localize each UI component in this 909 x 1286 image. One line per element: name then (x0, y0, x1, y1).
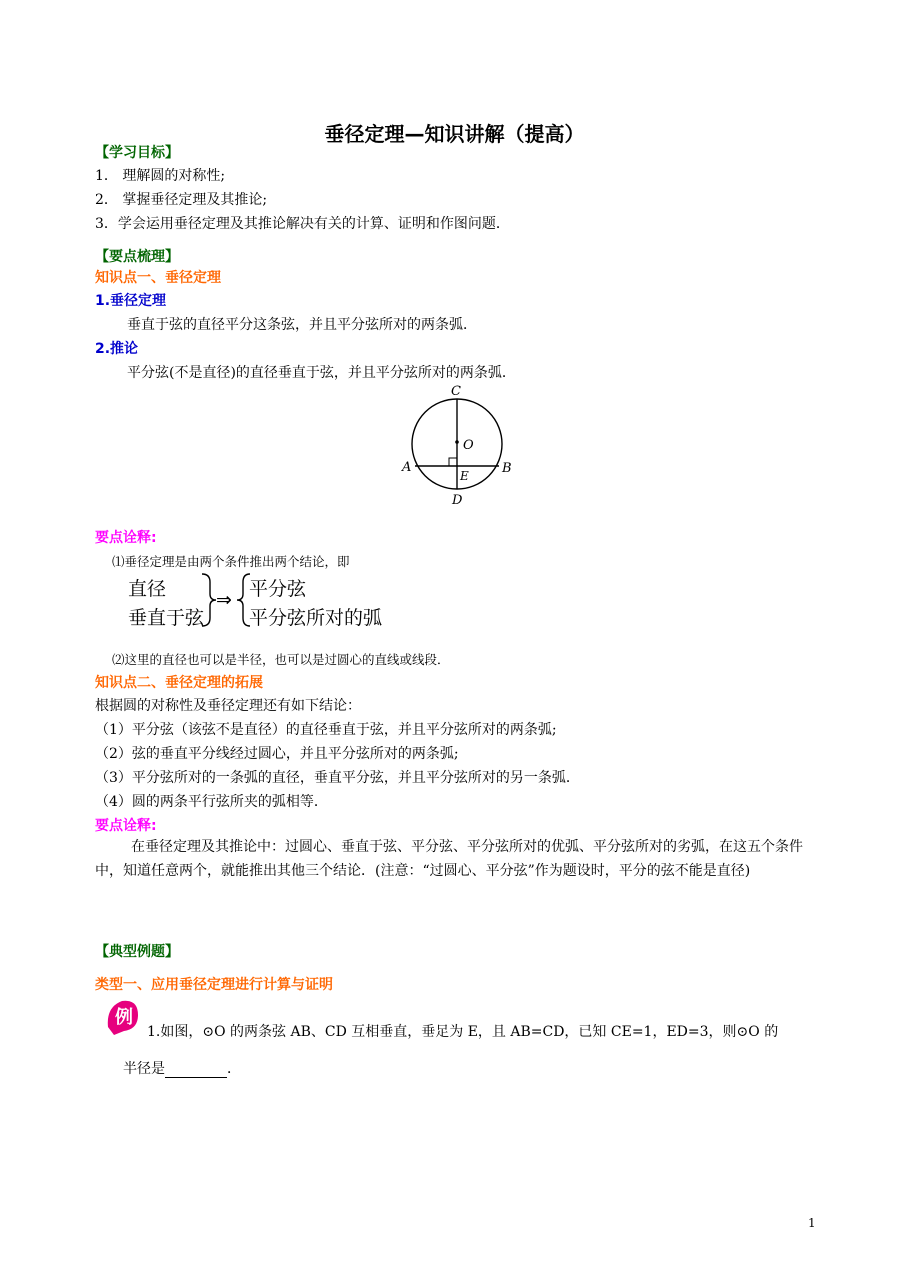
note-2-heading: 要点诠释: (95, 818, 157, 834)
answer-blank[interactable] (165, 1063, 227, 1078)
brace-left-bottom: 垂直于弦 (128, 607, 205, 629)
label-c: C (451, 384, 461, 399)
theorem-label: 1.垂径定理 (95, 293, 167, 309)
kp2-intro: 根据圆的对称性及垂径定理还有如下结论： (95, 698, 361, 714)
note-1-heading: 要点诠释: (95, 530, 157, 546)
page-title: 垂径定理—知识讲解（提高） (324, 122, 585, 146)
example-1-line-2 (123, 1058, 241, 1078)
kp2-item: （4）圆的两条平行弦所夹的弧相等． (95, 794, 328, 810)
kp2-item: （3）平分弦所对的一条弧的直径，垂直平分弦，并且平分弦所对的另一条弧． (95, 770, 580, 786)
corollary-text: 平分弦(不是直径)的直径垂直于弦，并且平分弦所对的两条弧． (127, 365, 516, 381)
page-number: 1 (808, 1216, 816, 1230)
objective-item: 2． 掌握垂径定理及其推论; (95, 192, 268, 208)
corollary-label: 2.推论 (95, 341, 139, 357)
objectives-heading: 【学习目标】 (95, 145, 179, 161)
center-point (455, 440, 459, 444)
type-1-heading: 类型一、应用垂径定理进行计算与证明 (95, 977, 333, 993)
examples-heading: 【典型例题】 (95, 944, 179, 960)
knowledge-point-1-heading: 知识点一、垂径定理 (95, 270, 221, 286)
brace-left-top: 直径 (128, 578, 167, 600)
knowledge-point-2-heading: 知识点二、垂径定理的拓展 (95, 675, 263, 691)
label-a: A (402, 460, 412, 475)
label-o: O (463, 438, 474, 453)
example-1-suffix: ． (227, 1061, 241, 1077)
key-points-heading: 【要点梳理】 (95, 249, 179, 265)
brace-arrow: ⇒ (216, 589, 232, 611)
note-1-item-1: ⑴垂径定理是由两个条件推出两个结论，即 (112, 554, 350, 569)
kp2-item: （2）弦的垂直平分线经过圆心，并且平分弦所对的两条弧; (95, 746, 459, 762)
example-1-line-1: 1.如图，⊙O 的两条弦 AB、CD 互相垂直，垂足为 E，且 AB=CD，已知 CE=1，ED=3，则⊙O 的 (147, 1024, 779, 1040)
label-b: B (502, 461, 512, 476)
circle-figure (395, 380, 525, 510)
label-d: D (452, 493, 463, 508)
example-badge-label: 例 (115, 1007, 133, 1028)
objective-item: 1． 理解圆的对称性; (95, 168, 226, 184)
brace-right-top: 平分弦 (249, 578, 307, 600)
label-e: E (460, 469, 469, 483)
example-badge (104, 997, 142, 1037)
theorem-text: 垂直于弦的直径平分这条弦，并且平分弦所对的两条弧． (127, 317, 477, 333)
brace-right-bottom: 平分弦所对的弧 (249, 607, 383, 629)
right-angle-mark (449, 458, 457, 466)
note-1-item-2: ⑵这里的直径也可以是半径，也可以是过圆心的直线或线段． (112, 652, 450, 667)
note-2-text: 在垂径定理及其推论中：过圆心、垂直于弦、平分弦、平分弦所对的优弧、平分弦所对的劣弧，在这五个条件中，知道任意两个，就能推出其他三个结论．(注意：“过圆心、平分弦”作为题设时，平分的弦不能是直径) (95, 839, 803, 879)
objective-item: 3．学会运用垂径定理及其推论解决有关的计算、证明和作图问题． (95, 216, 510, 232)
example-1-prefix: 半径是 (123, 1061, 165, 1077)
kp2-item: （1）平分弦（该弦不是直径）的直径垂直于弦，并且平分弦所对的两条弧; (95, 722, 557, 738)
